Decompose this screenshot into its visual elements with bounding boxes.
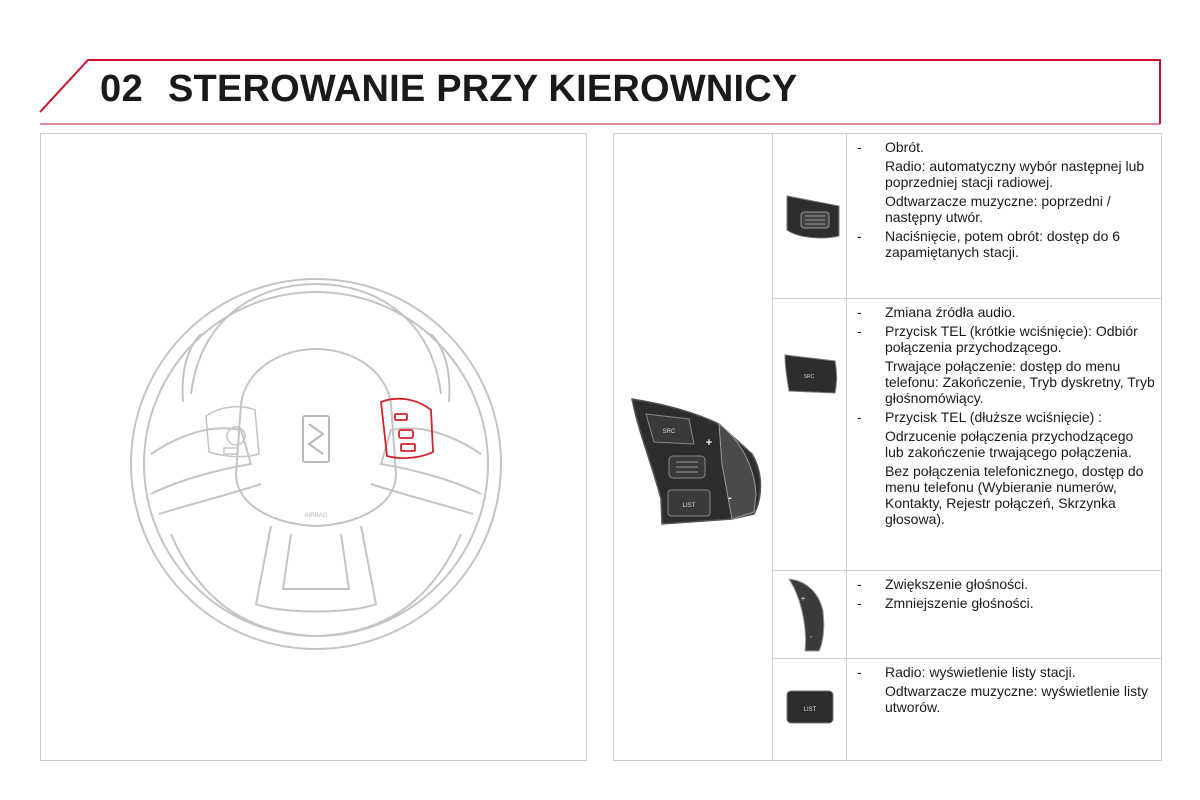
item-text: Radio: wyświetlenie listy stacji. bbox=[885, 664, 1076, 680]
list-item: - Przycisk TEL (krótkie wciśnięcie): Odbiór połączenia przychodzącego. bbox=[857, 323, 1138, 355]
item-text: Zwiększenie głośności. bbox=[885, 576, 1029, 592]
item-text: Zmniejszenie głośności. bbox=[885, 595, 1034, 611]
list-item: - Przycisk TEL (dłuższe wciśnięcie) : bbox=[857, 409, 1103, 425]
scroll-wheel-icon bbox=[773, 134, 847, 299]
row-icon-cell bbox=[773, 571, 847, 658]
steering-wheel-illustration bbox=[41, 134, 588, 762]
controls-overview bbox=[614, 134, 773, 760]
airbag-label: AIRBAG bbox=[304, 513, 328, 519]
row-description bbox=[847, 299, 1161, 570]
chapter-number: 02 bbox=[100, 68, 144, 110]
row-description bbox=[847, 134, 1161, 298]
control-row-src-tel bbox=[773, 299, 1161, 571]
src-tel-button-icon bbox=[773, 299, 847, 571]
steering-wheel-figure bbox=[40, 133, 587, 761]
plus-label: + bbox=[705, 437, 713, 449]
item-text: Naciśnięcie, potem obrót: dostęp do 6 zapamiętanych stacji. bbox=[885, 228, 1121, 260]
list-label: LIST bbox=[682, 503, 696, 509]
row-description bbox=[847, 571, 1161, 658]
control-row-scroll-wheel bbox=[773, 134, 1161, 299]
minus-label: - bbox=[728, 492, 732, 504]
description-paragraph: Odrzucenie połączenia przychodzącego lub zakończenie trwającego połączenia. bbox=[885, 428, 1134, 460]
row-icon-cell bbox=[773, 134, 847, 298]
item-text: Przycisk TEL (dłuższe wciśnięcie) : bbox=[885, 409, 1103, 425]
src-label: SRC bbox=[662, 429, 676, 435]
control-row-volume bbox=[773, 571, 1161, 659]
row-icon-cell bbox=[773, 659, 847, 760]
page-header bbox=[0, 0, 1200, 130]
switch-pad-illustration bbox=[614, 134, 773, 760]
controls-table bbox=[613, 133, 1162, 761]
description-paragraph: Odtwarzacze muzyczne: wyświetlenie listy utworów. bbox=[885, 683, 1148, 715]
list-icon-label: LIST bbox=[803, 707, 817, 713]
list-button-icon bbox=[773, 659, 847, 760]
description-paragraph: Trwające połączenie: dostęp do menu telefonu: Zakończenie, Tryb dyskretny, Tryb głośnomówiący. bbox=[885, 358, 1155, 406]
row-description bbox=[847, 659, 1161, 760]
list-item: - Zmiana źródła audio. bbox=[857, 304, 1016, 320]
src-icon-label: SRC bbox=[803, 374, 815, 380]
list-item: - Naciśnięcie, potem obrót: dostęp do 6 zapamiętanych stacji. bbox=[857, 228, 1121, 260]
minus-icon-label: - bbox=[809, 632, 813, 641]
plus-icon-label: + bbox=[800, 594, 806, 603]
description-paragraph: Radio: automatyczny wybór następnej lub poprzedniej stacji radiowej. bbox=[885, 158, 1145, 190]
list-item: - Zwiększenie głośności. bbox=[857, 576, 1029, 592]
list-item: - Radio: wyświetlenie listy stacji. bbox=[857, 664, 1076, 680]
volume-rocker-icon bbox=[773, 571, 847, 659]
item-text: Przycisk TEL (krótkie wciśnięcie): Odbiór połączenia przychodzącego. bbox=[885, 323, 1138, 355]
brand-logo bbox=[303, 416, 329, 462]
item-text: Obrót. bbox=[885, 139, 924, 155]
left-switch-cluster bbox=[206, 407, 259, 457]
list-item: - Zmniejszenie głośności. bbox=[857, 595, 1034, 611]
description-paragraph: Odtwarzacze muzyczne: poprzedni / następny utwór. bbox=[885, 193, 1111, 225]
description-paragraph: Bez połączenia telefonicznego, dostęp do menu telefonu (Wybieranie numerów, Kontakty, Rejestr połączeń, Skrzynka głosowa). bbox=[885, 463, 1144, 527]
item-text: Zmiana źródła audio. bbox=[885, 304, 1016, 320]
list-item: - Obrót. bbox=[857, 139, 924, 155]
row-icon-cell bbox=[773, 299, 847, 570]
control-row-list bbox=[773, 659, 1161, 760]
page-title: STEROWANIE PRZY KIEROWNICY bbox=[168, 68, 798, 110]
